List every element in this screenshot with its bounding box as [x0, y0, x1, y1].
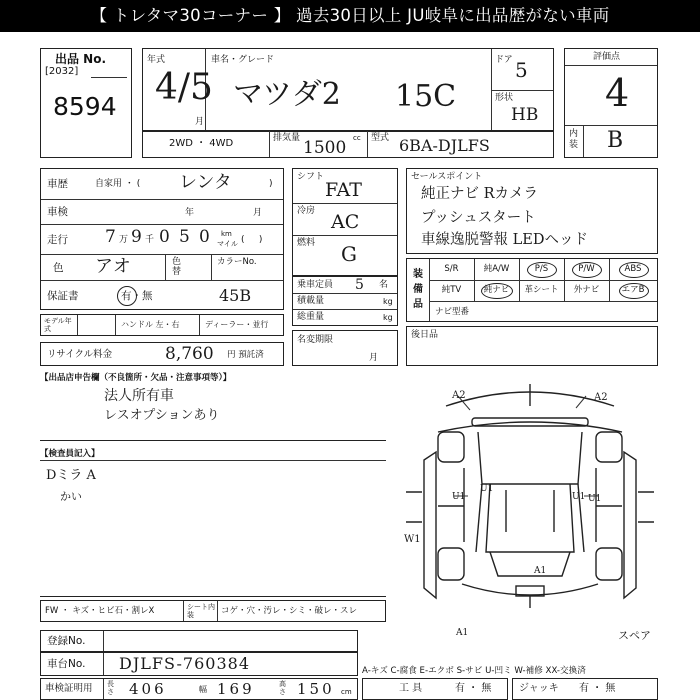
fuel-value: G: [341, 242, 357, 266]
equip-circle-pw: [572, 262, 602, 278]
recycle-label: リサイクル料金: [47, 349, 113, 360]
seller-note-line-1: 法人所有車: [104, 388, 174, 404]
model-name: マツダ2: [233, 77, 341, 112]
details-middle: [292, 168, 398, 276]
chassis-value: DJLFS-760384: [119, 654, 250, 673]
model-label: 車名・グレード: [211, 55, 275, 65]
year-month-label: 月: [195, 117, 205, 127]
after-items-label: 後日品: [411, 330, 439, 340]
equip-circle-airbag: [619, 283, 649, 299]
name-change-month: 月: [369, 353, 379, 363]
details-left: 車歴 自家用 ・ ( レンタ ) 車検 年 月 走行 7 万 9 千 0 5 0 km マイル ( ) 色 アオ 色替 カラーNo. 45B 保証書 有・無: [40, 168, 284, 310]
color-value: アオ: [95, 256, 131, 277]
type-value: 6BA-DJLFS: [399, 136, 490, 155]
score-value: 4: [605, 71, 630, 115]
color-label: 色: [53, 262, 64, 274]
type-label: 型式: [371, 133, 390, 143]
navi-type-label: ナビ型番: [435, 307, 470, 317]
lot-number-box: [40, 48, 132, 158]
warranty-label: 保証書: [47, 290, 79, 302]
lot-label: 出品 No.: [55, 52, 107, 66]
vehicle-cert-label: 車検証明用: [45, 683, 93, 694]
model-change-row: [40, 314, 284, 336]
sales-point-line-3: 車線逸脱警報 LEDヘッド: [421, 232, 588, 248]
registration-label: 登録No.: [47, 635, 86, 647]
fuel-label: 燃料: [297, 238, 316, 248]
seller-note-area: [40, 370, 386, 442]
chassis-row: [40, 652, 358, 676]
door-count: 5: [515, 58, 528, 82]
equipment-box: [406, 258, 658, 322]
vehicle-cert-row: [40, 678, 358, 700]
damage-legend-bar: [40, 600, 386, 622]
length-label: 長さ: [107, 680, 114, 696]
aircon-value: AC: [331, 211, 360, 233]
width-label: 幅: [199, 685, 207, 694]
spec-row: [142, 130, 554, 158]
tools-options: 有 ・ 無: [455, 683, 492, 694]
inspector-note-label: 【検査員記入】: [40, 449, 100, 459]
mark-a1-bottom: A1: [456, 628, 469, 638]
jack-options: 有 ・ 無: [579, 683, 616, 694]
inspection-label: 車検: [47, 206, 68, 218]
interior-value: B: [607, 128, 624, 153]
equip-abs: ABS: [624, 264, 642, 274]
mark-u1-center-left: U1: [480, 484, 494, 494]
model-grade: 15C: [395, 79, 457, 114]
equip-power-windows: P/W: [578, 264, 595, 274]
equip-alloy-wheels: 純A/W: [483, 264, 510, 274]
mileage-sen: 千: [145, 235, 155, 245]
load-unit: kg: [383, 297, 393, 306]
mileage-digit-2: 9: [131, 227, 142, 247]
model-change-label: モデル年式: [44, 317, 72, 333]
warranty-options: 有・無: [121, 290, 153, 302]
load-label: 積載量: [297, 296, 325, 306]
sales-point-line-2: プッシュスタート: [421, 210, 536, 226]
inspection-month: 月: [253, 208, 263, 218]
handle-options: ハンドル 左・右: [121, 320, 180, 329]
equip-circle-ps: [527, 262, 557, 278]
mark-w1: W1: [404, 534, 421, 545]
height-label: 高さ: [279, 680, 286, 696]
equip-tv: 純TV: [441, 285, 462, 295]
height-value: 150: [297, 680, 335, 698]
mark-a2-left: A2: [452, 390, 466, 401]
tools-label: 工 具: [399, 683, 423, 694]
cc-label: 排気量: [273, 133, 301, 143]
equip-power-steering: P/S: [534, 264, 549, 274]
seller-note-label: 【出品店申告欄（不良箇所・欠品・注意事項等）】: [40, 373, 232, 383]
history-close: ): [269, 179, 273, 189]
capacity-unit: 名: [379, 280, 389, 290]
shift-label: シフト: [297, 172, 325, 182]
equip-navi: 純ナビ: [483, 285, 510, 295]
recycle-row: [40, 342, 284, 366]
score-label: 評価点: [593, 52, 621, 62]
inspector-note-line-2: かい: [60, 490, 82, 503]
sales-point-line-1: 純正ナビ Rカメラ: [421, 186, 539, 202]
history-value: レンタ: [179, 172, 232, 193]
history-options: 自家用 ・ (: [95, 179, 141, 189]
warranty-selected-circle: [117, 286, 137, 306]
equip-aftermarket-navi: 外ナビ: [573, 285, 600, 295]
mileage-digit-1: 7: [105, 227, 116, 247]
capacity-label: 乗車定員: [297, 280, 334, 290]
color-code-value: 45B: [219, 286, 252, 305]
equip-leather: 革シート: [524, 285, 559, 295]
shape-label: 形状: [495, 93, 514, 103]
spare-label: スペア: [618, 629, 651, 642]
mark-a1-right: A1: [534, 566, 547, 576]
inspector-note-area: [40, 446, 386, 598]
jack-label: ジャッキ: [519, 683, 559, 694]
chassis-label: 車台No.: [47, 658, 86, 670]
mileage-mile: マイル: [217, 240, 238, 248]
history-label: 車歴: [47, 178, 68, 190]
interior-label: 内装: [569, 129, 579, 150]
shape-value: HB: [511, 105, 539, 125]
damage-codes: A-キズ C-腐食 E-エクボ S-サビ U-凹ミ W-補修 XX-交換済: [362, 666, 586, 676]
inspector-note-line-1: Dミラ A: [46, 468, 96, 483]
sales-point-label: セールスポイント: [411, 172, 483, 182]
cm-unit: cm: [341, 688, 352, 696]
legend-prefix: FW ・ キズ・ヒビ石・割レX: [45, 606, 155, 616]
year-handwritten: 4/5: [155, 67, 213, 108]
mileage-digit-4: 5: [179, 227, 190, 247]
equip-circle-abs: [619, 262, 649, 278]
door-label: ドア: [495, 55, 513, 65]
tools-box: [362, 678, 508, 700]
cc-value: 1500: [303, 138, 347, 158]
inspection-year: 年: [185, 208, 195, 218]
name-change-label: 名変期限: [297, 335, 334, 345]
mark-u1-left: U1: [452, 492, 466, 502]
aircon-label: 冷房: [297, 206, 316, 216]
mileage-man: 万: [119, 235, 129, 245]
mileage-label: 走行: [47, 234, 68, 246]
drive-type: 2WD ・ 4WD: [169, 138, 234, 149]
after-items-box: [406, 326, 658, 366]
sales-point-box: [406, 168, 658, 254]
dealer-options: ディーラー・並行: [205, 320, 269, 329]
cc-unit: cc: [353, 134, 361, 142]
capacity-value: 5: [355, 277, 364, 293]
color-change-label: 色替: [172, 257, 182, 277]
score-box: [564, 48, 658, 158]
car-damage-diagram: [398, 372, 662, 628]
recycle-value: 8,760: [165, 344, 214, 364]
year-label: 年式: [147, 55, 166, 65]
registration-row: [40, 630, 358, 652]
mileage-digit-3: 0: [159, 227, 170, 247]
color-code-label: カラーNo.: [217, 257, 257, 267]
mark-a2-right: A2: [594, 392, 608, 403]
weight-label: 総重量: [297, 312, 325, 322]
vehicle-header: [142, 48, 554, 132]
lot-number: 8594: [53, 92, 117, 121]
mark-u1-center-right: U1: [572, 492, 586, 502]
legend-seat: シート内装: [187, 603, 215, 619]
recycle-unit: 円 預託済: [227, 350, 264, 360]
equip-sunroof: S/R: [444, 264, 459, 274]
mark-u1-right: U1: [588, 494, 602, 504]
width-value: 169: [217, 680, 255, 698]
equipment-label: 装備品: [413, 269, 423, 310]
equip-circle-navi: [481, 283, 513, 299]
seller-note-line-2: レスオプションあり: [104, 408, 220, 423]
capacity-box: [292, 276, 398, 326]
weight-unit: kg: [383, 313, 393, 322]
legend-rest: コゲ・穴・汚レ・シミ・破レ・スレ: [221, 606, 358, 616]
lot-small-number: [2032]: [45, 66, 79, 77]
name-change-box: [292, 330, 398, 366]
mileage-digit-5: 0: [199, 227, 210, 247]
banner-title: 【 トレタマ30コーナー 】 過去30日以上 JU岐阜に出品歴がない車両: [0, 0, 700, 32]
mileage-km: km: [221, 230, 232, 238]
length-value: 406: [129, 680, 167, 698]
shift-value: FAT: [325, 179, 362, 201]
jack-box: [512, 678, 658, 700]
equip-airbag: エアB: [621, 285, 645, 295]
